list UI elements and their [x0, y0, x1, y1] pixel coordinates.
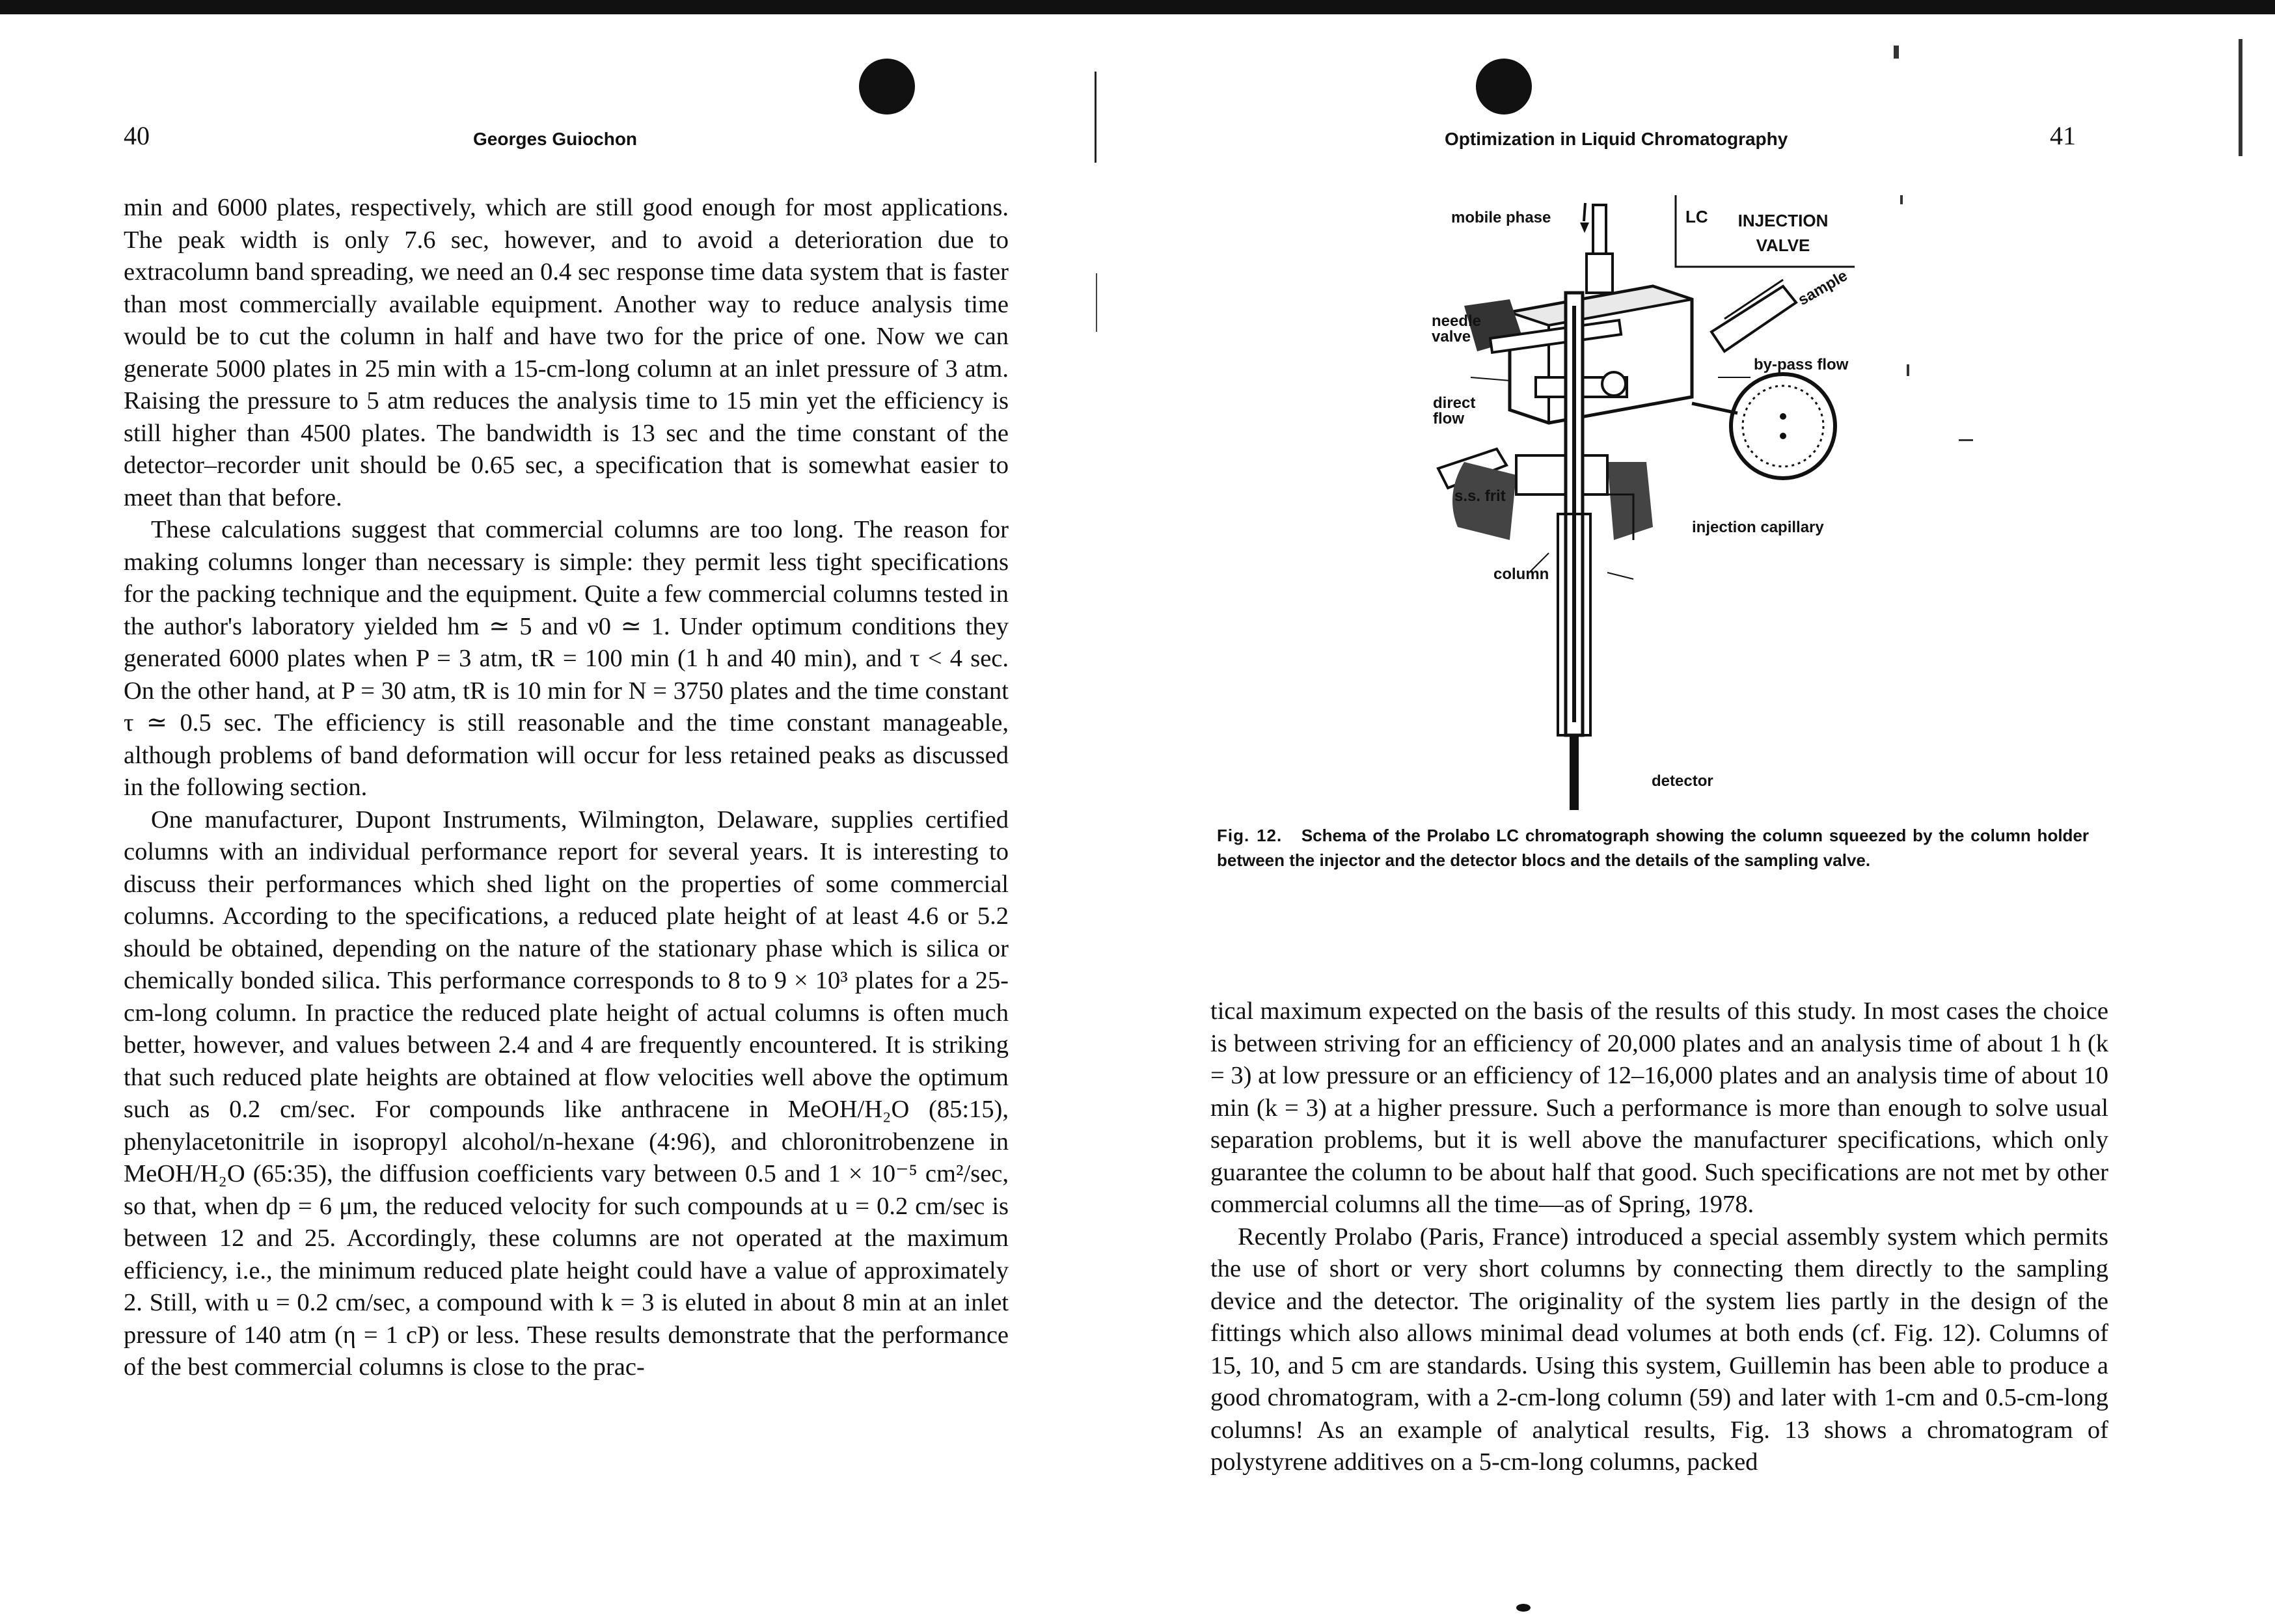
- figure-caption: [1217, 823, 2089, 873]
- label-injection-valve: INJECTION VALVE: [1737, 211, 1829, 255]
- paragraph: These calculations suggest that commercial columns are too long. The reason for making columns longer than necessary is simple: they permit less tight specifications for the packing technique and the equipment. Quite a few commercial columns tested in the author's laboratory yielded hm ≃ 5 and ν0 ≃ 1. Under optimum conditions they generated 6000 plates when P = 3 atm, tR = 100 min (1 h and 40 min), and τ < 4 sec. On the other hand, at P = 30 atm, tR is 10 min for N = 3750 plates and the time constant τ ≃ 0.5 sec. The efficiency is still reasonable and the time constant manageable, although problems of band deformation will occur for less retained peaks as discussed in the following section.: [124, 516, 1009, 801]
- body-text: [124, 192, 1009, 1384]
- caption-figure-number: Fig. 12.: [1217, 826, 1283, 845]
- book-gutter: [1095, 72, 1097, 163]
- label-by-pass-flow: by-pass flow: [1754, 356, 1849, 373]
- body-text: [1210, 995, 2108, 1479]
- scan-speck: [1894, 46, 1899, 59]
- page-number: 40: [124, 121, 150, 150]
- page-number: 41: [2050, 121, 2076, 150]
- scan-speck: [1516, 1604, 1531, 1612]
- running-head: Optimization in Liquid Chromatography: [1445, 129, 1788, 149]
- book-gutter-lower: [1096, 273, 1097, 332]
- label-needle-valve: needle valve: [1432, 312, 1482, 345]
- scan-edge-mark: [2239, 39, 2242, 156]
- paragraph: One manufacturer, Dupont Instruments, Wilmington, Delaware, supplies certified columns with an individual performance report for several years. It is interesting to discuss their performances which shed light on the properties of some commercial columns. According to the specifications, a reduced plate height of at least 4.6 or 5.2 should be obtained, depending on the nature of the stationary phase which is silica or chemically bonded silica. This performance corresponds to 8 to 9 × 10³ plates for a 25-cm-long column. In practice the reduced plate height of actual columns is often much better, however, and values between 2.4 and 4 are frequently encountered. It is striking that such reduced plate heights are obtained at flow velocities well above the optimum such as 0.2 cm/sec. For compounds like anthracene in MeOH/H₂O (85:15), phenylacetonitrile in isopropyl alcohol/n-hexane (4:96), and chloronitrobenzene in MeOH/H₂O (65:35), the diffusion coefficients vary between 0.5 and 1 × 10⁻⁵ cm²/sec, so that, when dp = 6 μm, the reduced velocity for such compounds at u = 0.2 cm/sec is between 12 and 25. Accordingly, these columns are not operated at the maximum efficiency, i.e., the minimum reduced plate height could have a value of approximately 2. Still, with u = 0.2 cm/sec, a compound with k = 3 is eluted in about 8 min at an inlet pressure of 140 atm (η = 1 cP) or less. These results demonstrate that the performance of the best commercial columns is close to the prac-: [124, 805, 1009, 1381]
- figure-12: [1419, 189, 1874, 813]
- label-injection-capillary: injection capillary: [1692, 519, 1824, 536]
- paragraph: min and 6000 plates, respectively, which are still good enough for most applications. The peak width is only 7.6 sec, however, and to avoid a deterioration due to extracolumn band spreading, we need an 0.4 sec response time data system that is faster than most commercially available equipment. Another way to reduce analysis time would be to cut the column in half and have two for the price of one. Now we can generate 5000 plates in 25 min with a 15-cm-long column at an inlet pressure of 3 atm. Raising the pressure to 5 atm reduces the analysis time to 15 min yet the efficiency is still higher than 4500 plates. The bandwidth is 13 sec and the time constant of the detector–recorder unit should be 0.65 sec, a specification that is somewhat easier to meet than that before.: [124, 194, 1009, 511]
- scan-speck: [1907, 364, 1909, 376]
- label-direct-flow: direct flow: [1433, 394, 1476, 427]
- running-head: Georges Guiochon: [473, 129, 638, 149]
- label-column: column: [1493, 565, 1549, 583]
- caption-text: Schema of the Prolabo LC chromatograph showing the column squeezed by the column holder between the injector and the detector blocs and the details of the sampling valve.: [1217, 826, 2090, 870]
- paragraph: Recently Prolabo (Paris, France) introduced a special assembly system which permits the use of short or very short columns by connecting them directly to the sampling device and the detector. The originality of the system lies partly in the design of the fittings which also allows minimal dead volumes at both ends (cf. Fig. 12). Columns of 15, 10, and 5 cm are standards. Using this system, Guillemin has been able to produce a good chromatogram, with a 2-cm-long column (59) and later with 1-cm and 0.5-cm-long columns! As an example of analytical results, Fig. 13 shows a chromatogram of polystyrene additives on a 5-cm-long columns, packed: [1210, 1223, 2108, 1476]
- label-detector: detector: [1652, 772, 1713, 790]
- label-mobile-phase: mobile phase: [1451, 209, 1551, 226]
- left-page: [124, 0, 1009, 1624]
- scan-speck: [1959, 439, 1973, 441]
- scan-speck: [1900, 195, 1903, 204]
- label-sample: sample: [1795, 267, 1851, 309]
- label-ss-frit: s.s. frit: [1454, 487, 1506, 505]
- label-lc: LC: [1685, 207, 1708, 226]
- paragraph: tical maximum expected on the basis of the results of this study. In most cases the choice is between striving for an efficiency of 20,000 plates and an analysis time of about 1 h (k = 3) at low pressure or an efficiency of 12–16,000 plates and an analysis time of about 10 min (k = 3) at a higher pressure. Such a performance is more than enough to solve usual separation problems, but it is well above the manufacturer specifications, which only guarantee the column to be about half that good. Such specifications are not met by other commercial columns all the time—as of Spring, 1978.: [1210, 997, 2108, 1218]
